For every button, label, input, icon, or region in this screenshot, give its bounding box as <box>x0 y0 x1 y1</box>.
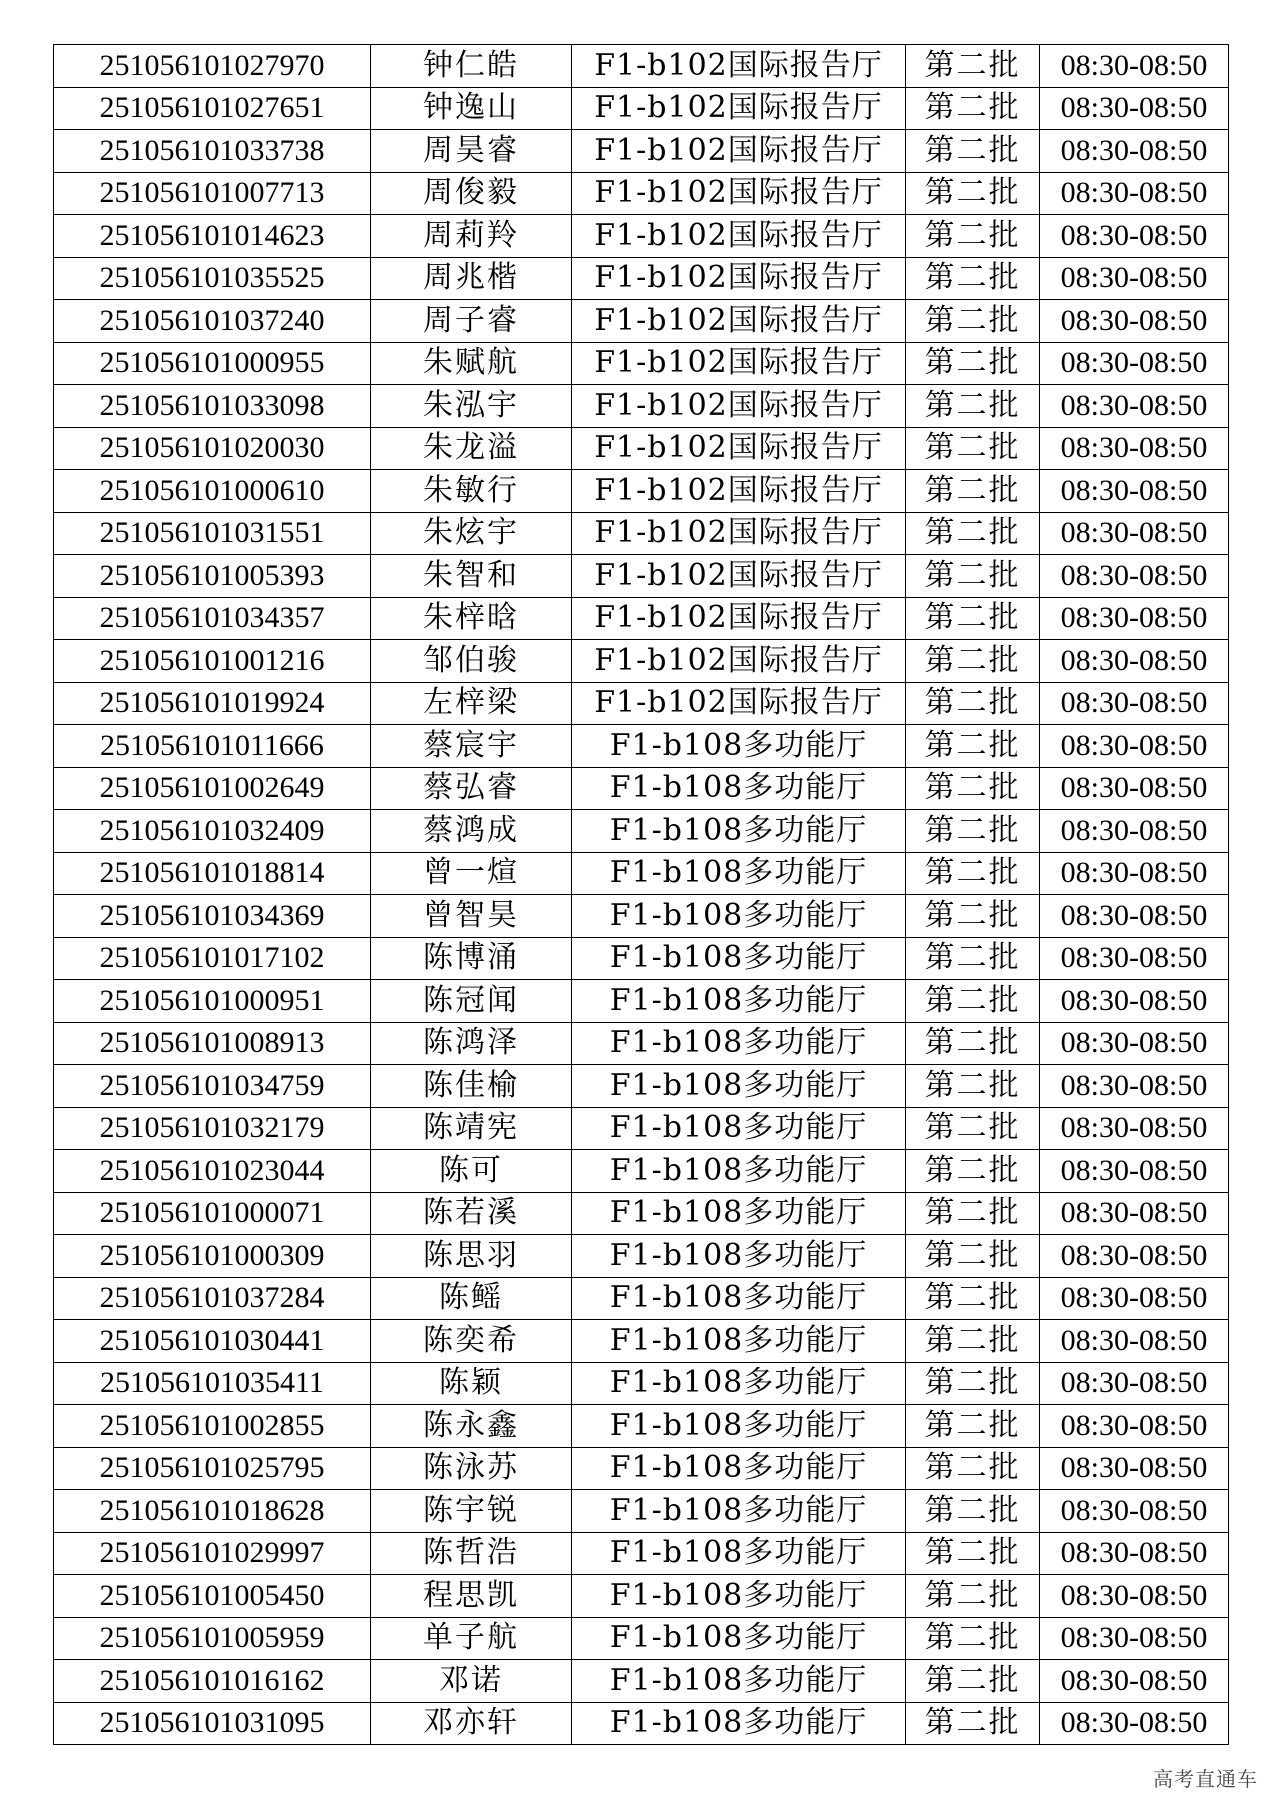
batch-cell: 第二批 <box>906 1532 1040 1575</box>
candidate-id-cell: 251056101000955 <box>54 342 371 385</box>
candidate-name-cell: 周莉羚 <box>371 215 572 258</box>
candidate-name-cell: 陈思羽 <box>371 1235 572 1278</box>
table-row <box>54 130 1229 173</box>
candidate-id-cell: 251056101011666 <box>54 725 371 768</box>
batch-cell: 第二批 <box>906 1405 1040 1448</box>
candidate-id-cell: 251056101031095 <box>54 1702 371 1745</box>
candidate-id-cell: 251056101035525 <box>54 257 371 300</box>
table-row <box>54 470 1229 513</box>
exam-room-cell: F1-b102国际报告厅 <box>572 427 906 470</box>
table-row <box>54 980 1229 1023</box>
time-slot-cell: 08:30-08:50 <box>1040 1660 1229 1703</box>
candidate-name-cell: 陈鳐 <box>371 1277 572 1320</box>
time-slot-cell: 08:30-08:50 <box>1040 130 1229 173</box>
batch-cell: 第二批 <box>906 1702 1040 1745</box>
time-slot-cell: 08:30-08:50 <box>1040 1277 1229 1320</box>
exam-room-cell: F1-b108多功能厅 <box>572 1362 906 1405</box>
candidate-id-cell: 251056101034369 <box>54 895 371 938</box>
table-row <box>54 172 1229 215</box>
batch-cell: 第二批 <box>906 1362 1040 1405</box>
time-slot-cell: 08:30-08:50 <box>1040 937 1229 980</box>
exam-room-cell: F1-b108多功能厅 <box>572 1320 906 1363</box>
table-row <box>54 640 1229 683</box>
batch-cell: 第二批 <box>906 1235 1040 1278</box>
exam-room-cell: F1-b108多功能厅 <box>572 1277 906 1320</box>
candidate-id-cell: 251056101037240 <box>54 300 371 343</box>
candidate-id-cell: 251056101027651 <box>54 87 371 130</box>
exam-room-cell: F1-b102国际报告厅 <box>572 215 906 258</box>
table-row <box>54 937 1229 980</box>
candidate-id-cell: 251056101005393 <box>54 555 371 598</box>
exam-room-cell: F1-b102国际报告厅 <box>572 300 906 343</box>
candidate-name-cell: 陈颖 <box>371 1362 572 1405</box>
candidate-id-cell: 251056101025795 <box>54 1447 371 1490</box>
batch-cell: 第二批 <box>906 427 1040 470</box>
batch-cell: 第二批 <box>906 1277 1040 1320</box>
candidate-name-cell: 朱敏行 <box>371 470 572 513</box>
table-row <box>54 215 1229 258</box>
candidate-id-cell: 251056101030441 <box>54 1320 371 1363</box>
exam-room-cell: F1-b108多功能厅 <box>572 1617 906 1660</box>
roster-body <box>54 45 1229 1745</box>
batch-cell: 第二批 <box>906 1022 1040 1065</box>
candidate-name-cell: 曾一煊 <box>371 852 572 895</box>
exam-room-cell: F1-b108多功能厅 <box>572 1022 906 1065</box>
batch-cell: 第二批 <box>906 980 1040 1023</box>
table-row <box>54 87 1229 130</box>
roster-table <box>53 44 1229 1745</box>
candidate-name-cell: 钟逸山 <box>371 87 572 130</box>
exam-room-cell: F1-b102国际报告厅 <box>572 342 906 385</box>
candidate-id-cell: 251056101017102 <box>54 937 371 980</box>
candidate-name-cell: 蔡宸宇 <box>371 725 572 768</box>
time-slot-cell: 08:30-08:50 <box>1040 1022 1229 1065</box>
batch-cell: 第二批 <box>906 1617 1040 1660</box>
candidate-name-cell: 陈若溪 <box>371 1192 572 1235</box>
table-row <box>54 1532 1229 1575</box>
candidate-name-cell: 朱龙溢 <box>371 427 572 470</box>
time-slot-cell: 08:30-08:50 <box>1040 640 1229 683</box>
table-row <box>54 1660 1229 1703</box>
candidate-id-cell: 251056101000309 <box>54 1235 371 1278</box>
exam-room-cell: F1-b102国际报告厅 <box>572 45 906 88</box>
candidate-name-cell: 陈宇锐 <box>371 1490 572 1533</box>
time-slot-cell: 08:30-08:50 <box>1040 1065 1229 1108</box>
batch-cell: 第二批 <box>906 1575 1040 1618</box>
time-slot-cell: 08:30-08:50 <box>1040 852 1229 895</box>
time-slot-cell: 08:30-08:50 <box>1040 1320 1229 1363</box>
time-slot-cell: 08:30-08:50 <box>1040 385 1229 428</box>
exam-room-cell: F1-b108多功能厅 <box>572 895 906 938</box>
exam-room-cell: F1-b108多功能厅 <box>572 1235 906 1278</box>
candidate-id-cell: 251056101018814 <box>54 852 371 895</box>
time-slot-cell: 08:30-08:50 <box>1040 1617 1229 1660</box>
time-slot-cell: 08:30-08:50 <box>1040 172 1229 215</box>
candidate-name-cell: 陈泳苏 <box>371 1447 572 1490</box>
exam-room-cell: F1-b102国际报告厅 <box>572 597 906 640</box>
candidate-name-cell: 蔡弘睿 <box>371 767 572 810</box>
time-slot-cell: 08:30-08:50 <box>1040 1107 1229 1150</box>
batch-cell: 第二批 <box>906 597 1040 640</box>
table-row <box>54 257 1229 300</box>
candidate-id-cell: 251056101002855 <box>54 1405 371 1448</box>
candidate-id-cell: 251056101014623 <box>54 215 371 258</box>
exam-room-cell: F1-b102国际报告厅 <box>572 512 906 555</box>
table-row <box>54 597 1229 640</box>
candidate-name-cell: 陈奕希 <box>371 1320 572 1363</box>
table-row <box>54 512 1229 555</box>
candidate-id-cell: 251056101008913 <box>54 1022 371 1065</box>
batch-cell: 第二批 <box>906 1065 1040 1108</box>
table-row <box>54 895 1229 938</box>
table-row <box>54 300 1229 343</box>
candidate-name-cell: 邓亦轩 <box>371 1702 572 1745</box>
time-slot-cell: 08:30-08:50 <box>1040 257 1229 300</box>
time-slot-cell: 08:30-08:50 <box>1040 682 1229 725</box>
table-row <box>54 1490 1229 1533</box>
time-slot-cell: 08:30-08:50 <box>1040 597 1229 640</box>
time-slot-cell: 08:30-08:50 <box>1040 470 1229 513</box>
table-row <box>54 1320 1229 1363</box>
exam-room-cell: F1-b108多功能厅 <box>572 980 906 1023</box>
table-row <box>54 1702 1229 1745</box>
candidate-name-cell: 蔡鸿成 <box>371 810 572 853</box>
table-row <box>54 852 1229 895</box>
candidate-name-cell: 朱炫宇 <box>371 512 572 555</box>
time-slot-cell: 08:30-08:50 <box>1040 555 1229 598</box>
time-slot-cell: 08:30-08:50 <box>1040 767 1229 810</box>
candidate-id-cell: 251056101033738 <box>54 130 371 173</box>
table-row <box>54 1362 1229 1405</box>
candidate-name-cell: 曾智昊 <box>371 895 572 938</box>
batch-cell: 第二批 <box>906 45 1040 88</box>
exam-room-cell: F1-b102国际报告厅 <box>572 470 906 513</box>
time-slot-cell: 08:30-08:50 <box>1040 300 1229 343</box>
batch-cell: 第二批 <box>906 342 1040 385</box>
batch-cell: 第二批 <box>906 852 1040 895</box>
candidate-id-cell: 251056101019924 <box>54 682 371 725</box>
candidate-id-cell: 251056101000610 <box>54 470 371 513</box>
table-row <box>54 810 1229 853</box>
exam-room-cell: F1-b108多功能厅 <box>572 1150 906 1193</box>
candidate-name-cell: 朱泓宇 <box>371 385 572 428</box>
table-row <box>54 555 1229 598</box>
exam-room-cell: F1-b102国际报告厅 <box>572 87 906 130</box>
table-row <box>54 342 1229 385</box>
candidate-id-cell: 251056101001216 <box>54 640 371 683</box>
time-slot-cell: 08:30-08:50 <box>1040 1447 1229 1490</box>
exam-room-cell: F1-b108多功能厅 <box>572 810 906 853</box>
batch-cell: 第二批 <box>906 555 1040 598</box>
time-slot-cell: 08:30-08:50 <box>1040 1532 1229 1575</box>
candidate-name-cell: 陈佳榆 <box>371 1065 572 1108</box>
table-row <box>54 1575 1229 1618</box>
time-slot-cell: 08:30-08:50 <box>1040 725 1229 768</box>
batch-cell: 第二批 <box>906 470 1040 513</box>
time-slot-cell: 08:30-08:50 <box>1040 1490 1229 1533</box>
time-slot-cell: 08:30-08:50 <box>1040 810 1229 853</box>
exam-room-cell: F1-b108多功能厅 <box>572 1532 906 1575</box>
table-row <box>54 1192 1229 1235</box>
candidate-name-cell: 朱梓晗 <box>371 597 572 640</box>
table-row <box>54 1022 1229 1065</box>
time-slot-cell: 08:30-08:50 <box>1040 512 1229 555</box>
exam-room-cell: F1-b102国际报告厅 <box>572 385 906 428</box>
batch-cell: 第二批 <box>906 1320 1040 1363</box>
candidate-id-cell: 251056101033098 <box>54 385 371 428</box>
candidate-id-cell: 251056101032409 <box>54 810 371 853</box>
candidate-name-cell: 朱赋航 <box>371 342 572 385</box>
batch-cell: 第二批 <box>906 810 1040 853</box>
table-row <box>54 385 1229 428</box>
watermark: 高考直通车 <box>1153 1767 1258 1791</box>
candidate-name-cell: 程思凯 <box>371 1575 572 1618</box>
exam-room-cell: F1-b108多功能厅 <box>572 1192 906 1235</box>
candidate-id-cell: 251056101016162 <box>54 1660 371 1703</box>
table-row <box>54 1065 1229 1108</box>
batch-cell: 第二批 <box>906 1192 1040 1235</box>
time-slot-cell: 08:30-08:50 <box>1040 45 1229 88</box>
time-slot-cell: 08:30-08:50 <box>1040 1235 1229 1278</box>
candidate-id-cell: 251056101005959 <box>54 1617 371 1660</box>
exam-room-cell: F1-b108多功能厅 <box>572 1575 906 1618</box>
candidate-id-cell: 251056101027970 <box>54 45 371 88</box>
batch-cell: 第二批 <box>906 257 1040 300</box>
candidate-id-cell: 251056101023044 <box>54 1150 371 1193</box>
table-row <box>54 1277 1229 1320</box>
exam-room-cell: F1-b108多功能厅 <box>572 852 906 895</box>
candidate-name-cell: 陈可 <box>371 1150 572 1193</box>
time-slot-cell: 08:30-08:50 <box>1040 1150 1229 1193</box>
candidate-name-cell: 邓诺 <box>371 1660 572 1703</box>
table-row <box>54 1235 1229 1278</box>
time-slot-cell: 08:30-08:50 <box>1040 215 1229 258</box>
exam-room-cell: F1-b108多功能厅 <box>572 1065 906 1108</box>
batch-cell: 第二批 <box>906 385 1040 428</box>
time-slot-cell: 08:30-08:50 <box>1040 1192 1229 1235</box>
batch-cell: 第二批 <box>906 937 1040 980</box>
batch-cell: 第二批 <box>906 725 1040 768</box>
time-slot-cell: 08:30-08:50 <box>1040 1575 1229 1618</box>
candidate-id-cell: 251056101035411 <box>54 1362 371 1405</box>
batch-cell: 第二批 <box>906 1107 1040 1150</box>
exam-room-cell: F1-b108多功能厅 <box>572 1702 906 1745</box>
candidate-id-cell: 251056101000071 <box>54 1192 371 1235</box>
candidate-id-cell: 251056101018628 <box>54 1490 371 1533</box>
batch-cell: 第二批 <box>906 130 1040 173</box>
candidate-id-cell: 251056101031551 <box>54 512 371 555</box>
candidate-name-cell: 周子睿 <box>371 300 572 343</box>
candidate-name-cell: 单子航 <box>371 1617 572 1660</box>
batch-cell: 第二批 <box>906 682 1040 725</box>
time-slot-cell: 08:30-08:50 <box>1040 980 1229 1023</box>
table-row <box>54 1617 1229 1660</box>
exam-room-cell: F1-b108多功能厅 <box>572 1490 906 1533</box>
exam-room-cell: F1-b108多功能厅 <box>572 767 906 810</box>
batch-cell: 第二批 <box>906 1660 1040 1703</box>
candidate-name-cell: 陈永鑫 <box>371 1405 572 1448</box>
batch-cell: 第二批 <box>906 1447 1040 1490</box>
candidate-name-cell: 钟仁皓 <box>371 45 572 88</box>
batch-cell: 第二批 <box>906 87 1040 130</box>
exam-room-cell: F1-b102国际报告厅 <box>572 640 906 683</box>
batch-cell: 第二批 <box>906 767 1040 810</box>
batch-cell: 第二批 <box>906 1490 1040 1533</box>
candidate-name-cell: 陈哲浩 <box>371 1532 572 1575</box>
candidate-id-cell: 251056101020030 <box>54 427 371 470</box>
table-row <box>54 767 1229 810</box>
time-slot-cell: 08:30-08:50 <box>1040 1702 1229 1745</box>
exam-room-cell: F1-b102国际报告厅 <box>572 130 906 173</box>
exam-room-cell: F1-b102国际报告厅 <box>572 555 906 598</box>
candidate-name-cell: 陈冠闻 <box>371 980 572 1023</box>
batch-cell: 第二批 <box>906 1150 1040 1193</box>
candidate-id-cell: 251056101032179 <box>54 1107 371 1150</box>
table-row <box>54 1447 1229 1490</box>
candidate-name-cell: 陈博涌 <box>371 937 572 980</box>
table-row <box>54 427 1229 470</box>
candidate-id-cell: 251056101005450 <box>54 1575 371 1618</box>
candidate-name-cell: 周昊睿 <box>371 130 572 173</box>
table-row <box>54 1405 1229 1448</box>
time-slot-cell: 08:30-08:50 <box>1040 1362 1229 1405</box>
table-row <box>54 1150 1229 1193</box>
candidate-id-cell: 251056101002649 <box>54 767 371 810</box>
batch-cell: 第二批 <box>906 300 1040 343</box>
exam-room-cell: F1-b102国际报告厅 <box>572 257 906 300</box>
candidate-name-cell: 周俊毅 <box>371 172 572 215</box>
candidate-id-cell: 251056101037284 <box>54 1277 371 1320</box>
candidate-id-cell: 251056101000951 <box>54 980 371 1023</box>
table-row <box>54 682 1229 725</box>
exam-room-cell: F1-b108多功能厅 <box>572 1447 906 1490</box>
batch-cell: 第二批 <box>906 640 1040 683</box>
batch-cell: 第二批 <box>906 895 1040 938</box>
time-slot-cell: 08:30-08:50 <box>1040 342 1229 385</box>
exam-room-cell: F1-b102国际报告厅 <box>572 172 906 215</box>
table-row <box>54 45 1229 88</box>
time-slot-cell: 08:30-08:50 <box>1040 895 1229 938</box>
time-slot-cell: 08:30-08:50 <box>1040 87 1229 130</box>
batch-cell: 第二批 <box>906 215 1040 258</box>
candidate-name-cell: 陈靖宪 <box>371 1107 572 1150</box>
exam-room-cell: F1-b102国际报告厅 <box>572 682 906 725</box>
candidate-id-cell: 251056101034759 <box>54 1065 371 1108</box>
candidate-name-cell: 邹伯骏 <box>371 640 572 683</box>
exam-room-cell: F1-b108多功能厅 <box>572 1107 906 1150</box>
table-row <box>54 1107 1229 1150</box>
exam-room-cell: F1-b108多功能厅 <box>572 725 906 768</box>
exam-room-cell: F1-b108多功能厅 <box>572 1405 906 1448</box>
table-row <box>54 725 1229 768</box>
candidate-name-cell: 朱智和 <box>371 555 572 598</box>
time-slot-cell: 08:30-08:50 <box>1040 1405 1229 1448</box>
candidate-id-cell: 251056101007713 <box>54 172 371 215</box>
exam-room-cell: F1-b108多功能厅 <box>572 937 906 980</box>
time-slot-cell: 08:30-08:50 <box>1040 427 1229 470</box>
candidate-id-cell: 251056101034357 <box>54 597 371 640</box>
batch-cell: 第二批 <box>906 172 1040 215</box>
candidate-name-cell: 陈鸿泽 <box>371 1022 572 1065</box>
candidate-name-cell: 左梓梁 <box>371 682 572 725</box>
exam-room-cell: F1-b108多功能厅 <box>572 1660 906 1703</box>
candidate-name-cell: 周兆楷 <box>371 257 572 300</box>
candidate-id-cell: 251056101029997 <box>54 1532 371 1575</box>
batch-cell: 第二批 <box>906 512 1040 555</box>
